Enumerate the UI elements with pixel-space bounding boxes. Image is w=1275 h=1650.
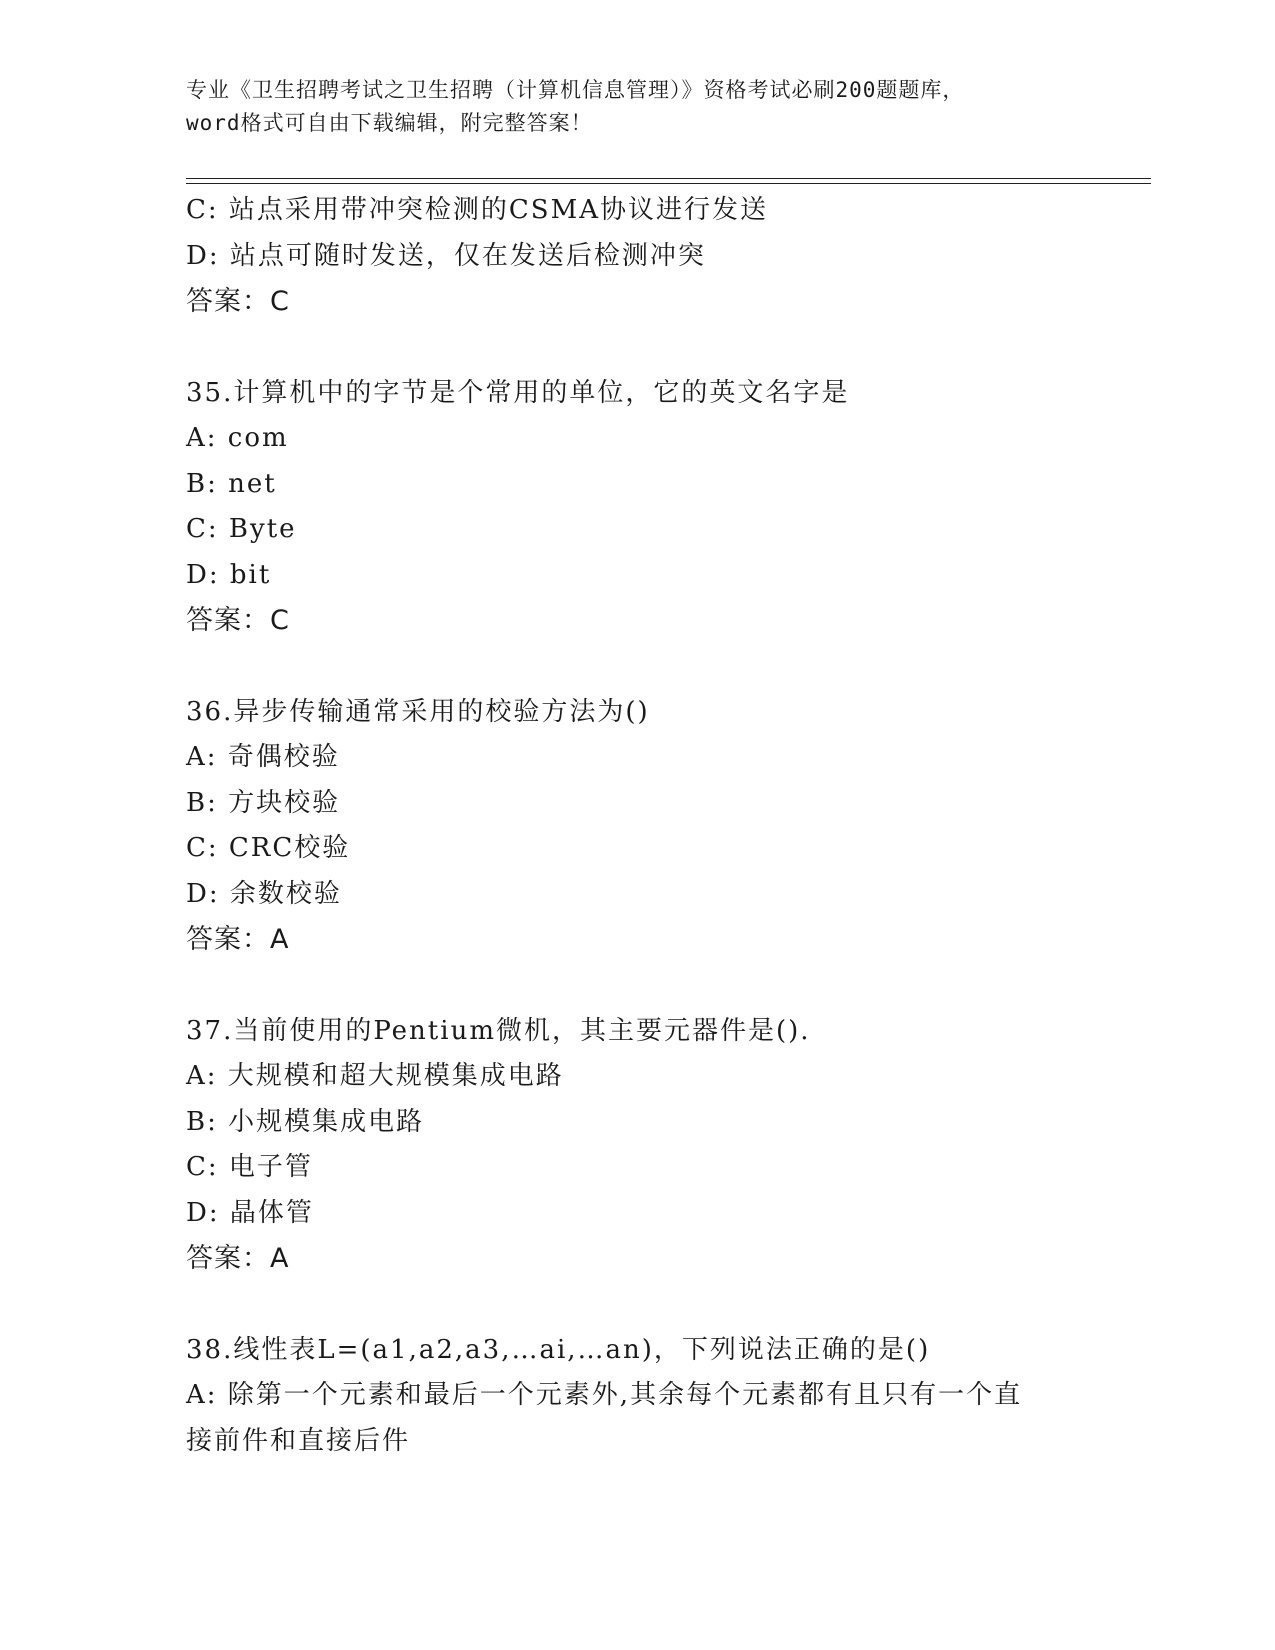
question-38: [186, 1328, 1146, 1465]
spacer: [186, 644, 1146, 690]
option-c: C: 站点采用带冲突检测的CSMA协议进行发送: [186, 195, 769, 225]
spacer: [186, 325, 1146, 371]
option-a: A: 大规模和超大规模集成电路: [186, 1061, 564, 1091]
option-a: A: 奇偶校验: [186, 742, 340, 772]
option-d: D: 余数校验: [186, 878, 342, 909]
spacer: [186, 963, 1146, 1009]
option-c: C: CRC校验: [186, 833, 351, 863]
question-text: 36.异步传输通常采用的校验方法为(): [186, 696, 650, 727]
option-a: A: 除第一个元素和最后一个元素外,其余每个元素都有且只有一个直: [186, 1380, 1023, 1410]
question-text: 35.计算机中的字节是个常用的单位，它的英文名字是: [186, 377, 850, 408]
question-35: [186, 371, 1146, 644]
spacer: [186, 1282, 1146, 1328]
header-line-2: word格式可自由下载编辑，附完整答案！: [186, 111, 593, 135]
option-d: D: bit: [186, 559, 272, 590]
answer: 答案：A: [186, 924, 290, 955]
question-text: 38.线性表L=(a1,a2,a3,…ai,…an)，下列说法正确的是(): [186, 1334, 931, 1365]
answer: 答案：A: [186, 1243, 290, 1274]
document-header: [186, 74, 1146, 140]
question-text: 37.当前使用的Pentium微机，其主要元器件是().: [186, 1015, 811, 1046]
option-d: D: 晶体管: [186, 1197, 314, 1228]
question-36: [186, 690, 1146, 963]
header-divider-bottom: [186, 183, 1151, 184]
question-37: [186, 1009, 1146, 1282]
answer: 答案：C: [186, 605, 290, 636]
option-b: B: 方块校验: [186, 787, 341, 818]
option-c: C: Byte: [186, 514, 297, 544]
question-34-continued: [186, 188, 1146, 325]
option-b: B: 小规模集成电路: [186, 1106, 425, 1137]
option-a: A: com: [186, 423, 289, 453]
option-a-continued: 接前件和直接后件: [186, 1425, 411, 1456]
option-c: C: 电子管: [186, 1152, 313, 1182]
option-b: B: net: [186, 468, 277, 499]
question-list: [186, 188, 1146, 1464]
header-line-1: 专业《卫生招聘考试之卫生招聘（计算机信息管理）》资格考试必刷200题题库，: [186, 78, 965, 102]
option-d: D: 站点可随时发送，仅在发送后检测冲突: [186, 240, 706, 271]
answer: 答案：C: [186, 286, 290, 317]
header-divider-top: [186, 178, 1151, 179]
